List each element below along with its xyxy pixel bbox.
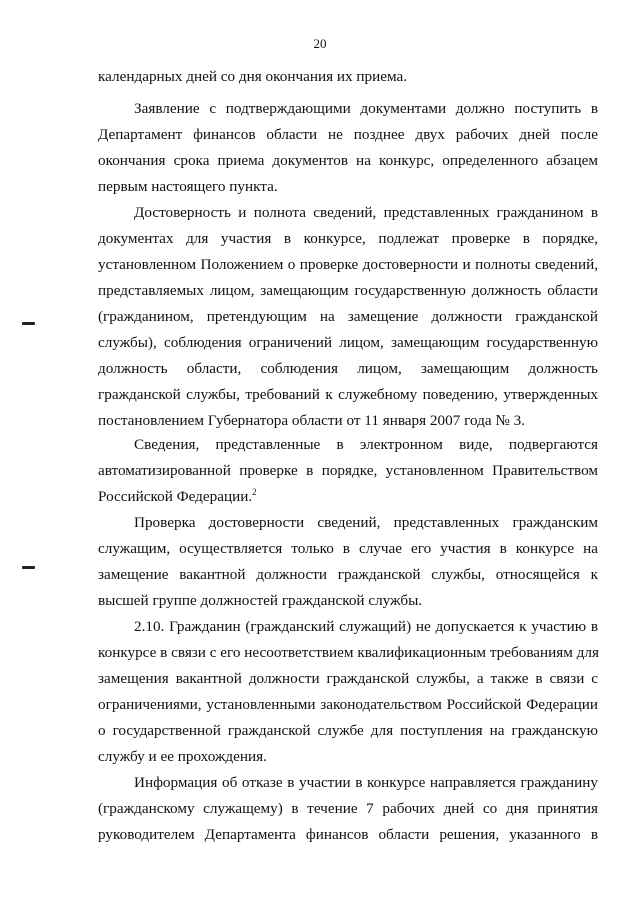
text-line: службу и ее прохождения. bbox=[98, 748, 267, 765]
text-line: документах для участия в конкурсе, подлежат проверке в порядке, bbox=[98, 230, 598, 247]
text-line: (гражданином, претендующим на замещение должности гражданской bbox=[98, 308, 598, 325]
text-line: службы), соблюдения ограничений лицом, замещающим государственную bbox=[98, 334, 598, 351]
paragraph-civil-servant-check bbox=[98, 510, 598, 614]
paragraph-continuation bbox=[98, 64, 598, 90]
text-line: о государственной гражданской службе для поступления на гражданскую bbox=[98, 722, 598, 739]
text-line: ограничениями, установленными законодательством Российской Федерации bbox=[98, 696, 598, 713]
text-line: Информация об отказе в участии в конкурсе направляется гражданину bbox=[134, 774, 598, 791]
text-line: должность области, соблюдения лицом, замещающим должность bbox=[98, 360, 598, 377]
text-line: замещение вакантной должности гражданской службы, относящейся к bbox=[98, 566, 598, 583]
text-line: руководителем Департамента финансов области решения, указанного в bbox=[98, 826, 598, 843]
text-line: высшей группе должностей гражданской службы. bbox=[98, 592, 423, 609]
text-line: первым настоящего пункта. bbox=[98, 178, 278, 195]
footnote-mark: 2 bbox=[252, 486, 257, 497]
paragraph-verification bbox=[98, 200, 598, 434]
text-line: Заявление с подтверждающими документами должно поступить в bbox=[134, 100, 598, 117]
text-line: служащим, осуществляется только в случае его участия в конкурсе на bbox=[98, 540, 598, 557]
text-line: календарных дней со дня окончания их приема. bbox=[98, 68, 408, 85]
text-line: (гражданскому служащему) в течение 7 рабочих дней со дня принятия bbox=[98, 800, 598, 817]
paragraph-application-deadline bbox=[98, 96, 598, 200]
text-line: конкурсе в связи с его несоответствием квалификационным требованиям для bbox=[98, 644, 599, 661]
paragraph-electronic-data bbox=[98, 432, 598, 510]
text-line: установленном Положением о проверке достоверности и полноты сведений, bbox=[98, 256, 598, 273]
text-line: 2.10. Гражданин (гражданский служащий) не допускается к участию в bbox=[134, 618, 598, 635]
text-line: автоматизированной проверке в порядке, установленном Правительством bbox=[98, 462, 598, 479]
text-line: Проверка достоверности сведений, представленных гражданским bbox=[134, 514, 598, 531]
text-line bbox=[98, 484, 598, 510]
margin-mark bbox=[22, 566, 35, 569]
paragraph-refusal-info bbox=[98, 770, 598, 848]
page-number: 20 bbox=[313, 36, 327, 51]
text-line-content: Российской Федерации. bbox=[98, 488, 253, 505]
text-line: окончания срока приема документов на конкурс, определенного абзацем bbox=[98, 152, 598, 169]
text-line: замещения вакантной должности гражданской службы, а также в связи с bbox=[98, 670, 598, 687]
text-line: представляемых лицом, замещающим государственную должность области bbox=[98, 282, 598, 299]
margin-mark bbox=[22, 322, 35, 325]
text-line: Достоверность и полнота сведений, представленных гражданином в bbox=[134, 204, 598, 221]
text-line: Департамент финансов области не позднее двух рабочих дней после bbox=[98, 126, 598, 143]
paragraph-2-10 bbox=[98, 614, 598, 770]
text-line: гражданской службы, требований к служебному поведению, утвержденных bbox=[98, 386, 598, 403]
text-line: постановлением Губернатора области от 11 января 2007 года № 3. bbox=[98, 412, 526, 429]
text-line: Сведения, представленные в электронном виде, подвергаются bbox=[134, 436, 598, 453]
